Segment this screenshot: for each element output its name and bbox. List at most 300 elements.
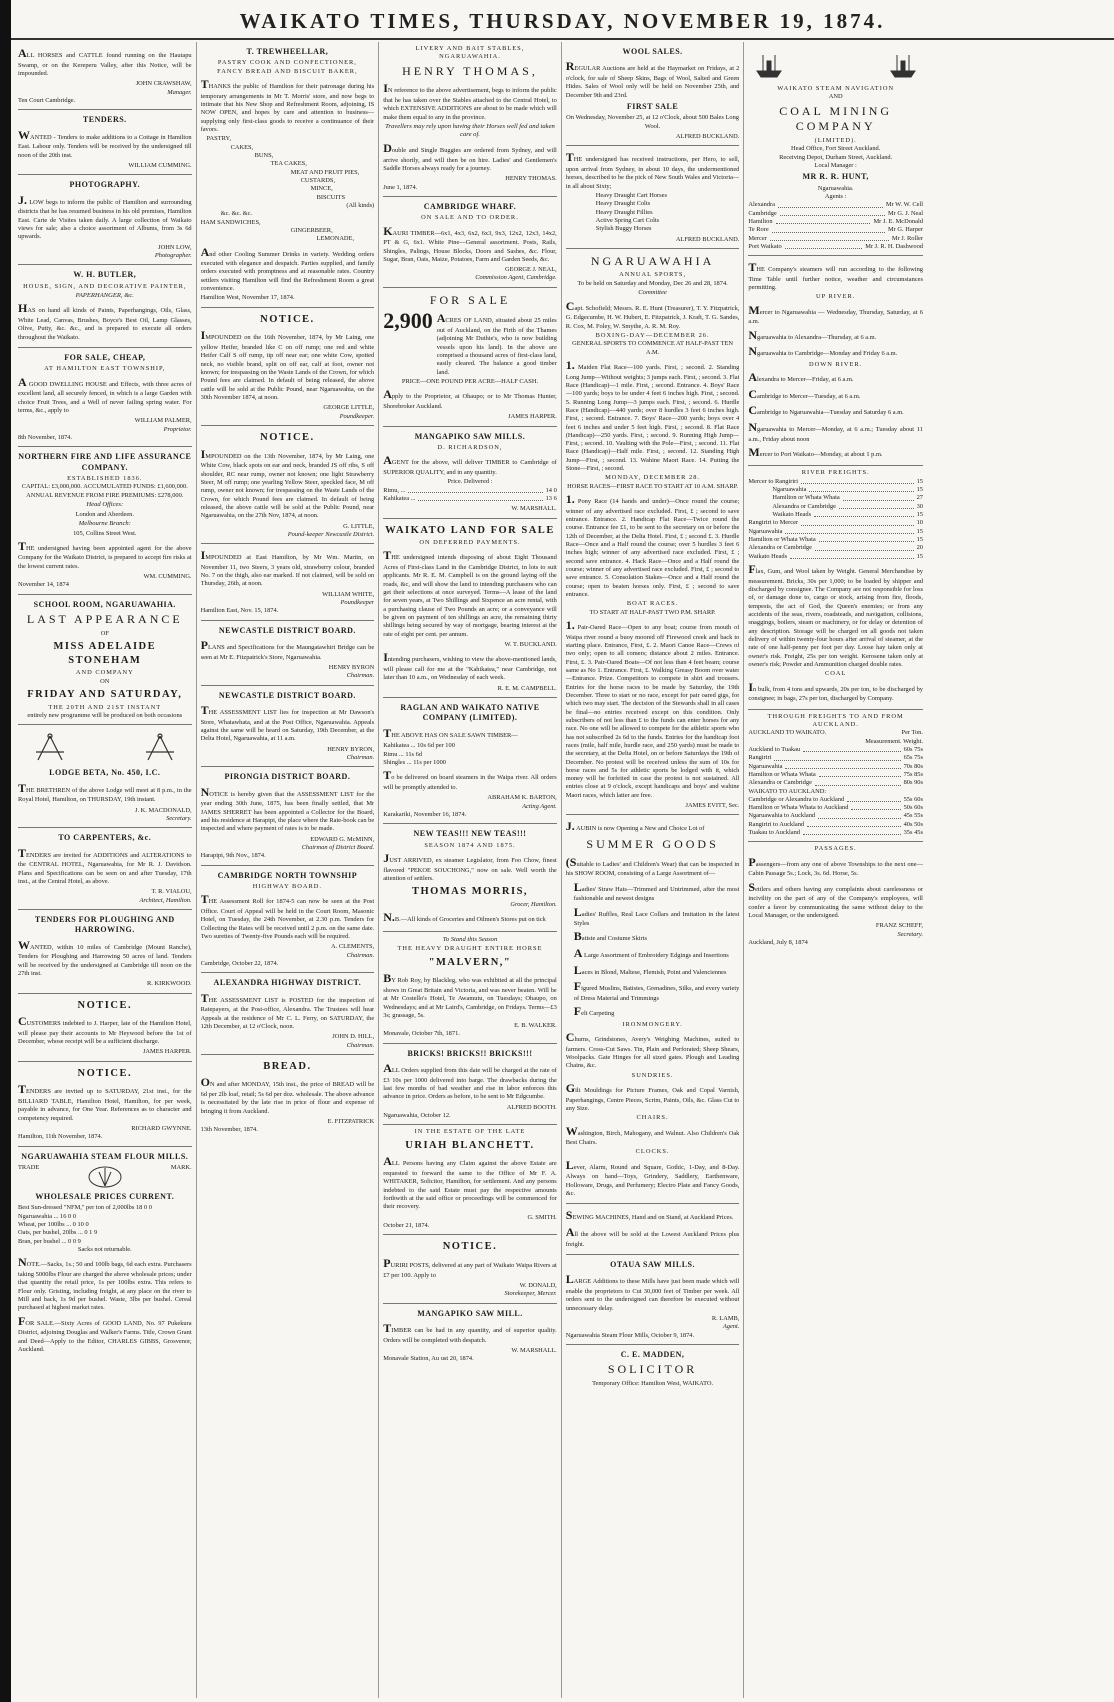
ad-land-for-sale <box>383 288 557 427</box>
route: Alexandra or Cambridge <box>748 779 812 787</box>
freight-row <box>748 478 923 486</box>
date: Cambridge, October 22, 1874. <box>200 959 279 967</box>
signature-title: Manager. <box>167 88 192 96</box>
date: Auckland, July 8, 1874 <box>748 938 808 946</box>
ad-butler <box>18 265 192 348</box>
menu-item: HAM SANDWICHES, <box>200 218 261 226</box>
ad-heading: SUMMER GOODS <box>586 837 719 852</box>
ad-through-freights <box>748 710 923 843</box>
ad-text: THANKS the public of Hamilton for their patronage during his temporary arrangements in Mr T. Morris' store, and now begs to intimate that his New Shop and Refreshment Room, adjoining, IS NOW OPEN, and hopes by care and attention to business—supplying only first-class goods to receive a continuance of their favors. <box>200 77 375 133</box>
ad-connector: ON <box>100 677 110 685</box>
ad-text: IMPOUNDED at East Hamilton, by Mr Wm. Martin, on November 11, two Steers, 3 years old, strawberry colour, branded No. 7 on the thigh, also ear marked. If not claimed, will be sold on Thursday, 26th, at noon. <box>200 548 375 588</box>
goods-item: Ladies' Ruffles, Real Lace Collars and Imitation in the latest Styles <box>573 904 740 928</box>
price-row: Rimu ... 11s 6d <box>383 750 423 758</box>
route: Waikato Heads <box>772 511 812 519</box>
agent-name: Mr J. Roller <box>891 234 923 242</box>
steamship-icon <box>748 48 923 82</box>
ad-subheading: PAPERHANGER, &c. <box>75 291 134 299</box>
price-label: Price. Delivered : <box>447 478 493 486</box>
date: 13th November, 1874. <box>200 1126 258 1134</box>
ad-text: Intending purchasers, wishing to view the above-mentioned lands, will please call for me at the "Kahikatea," near Cambridge, not later than 10 a.m., on Wednesday of each week. <box>383 650 557 682</box>
table-row <box>748 779 923 787</box>
measurement: 35s <box>903 829 913 837</box>
ad-heading: FOR SALE, CHEAP, <box>64 353 146 363</box>
ad-northern-fire <box>18 447 192 594</box>
ad-heading: ALEXANDRA HIGHWAY DISTRICT. <box>213 978 362 988</box>
ad-wool-sales <box>566 42 740 146</box>
ad-text: entirely new programme will be produced on both occasions <box>27 711 183 719</box>
section-heading: CHAIRS. <box>636 1114 669 1122</box>
ad-text: Temporary Office: Hamilton West, WAIKATO. <box>592 1379 714 1387</box>
signature: R. KIRKWOOD. <box>147 980 192 988</box>
signature-title: Storekeeper, Mercer. <box>504 1290 557 1298</box>
branch-label: Melbourne Branch: <box>78 519 131 527</box>
measurement: 70s <box>903 762 913 770</box>
ad-heading: C. E. MADDEN, <box>620 1349 685 1359</box>
ad-subheading: HIGHWAY BOARD. <box>252 882 323 890</box>
ad-subheading: FIRST SALE <box>626 101 679 111</box>
ad-subheading: NGARUAWAHIA. <box>439 53 501 61</box>
signature: JAMES HARPER. <box>508 413 557 421</box>
ad-madden-solicitor <box>566 1345 740 1392</box>
route: Rangiriri to Mercer <box>748 519 799 527</box>
ad-text: NOTICE is hereby given that the ASSESSMENT LIST for the year ending 30th June, 1875, has been finally settled, that Mr JAMES SHERRET has been appointed a Collector for the Board, and his residence at Harapipi, the place where the Rate-book can be inspected and where payment of rates is to be made. <box>200 784 375 833</box>
rate: 15 <box>916 527 923 535</box>
ad-text: FOR SALE.—Sixty Acres of GOOD LAND, No. 97 Pukekura District, adjoining Douglas and Walker's Farms. Title, Crown Grant and Deed—Apply to the Editor, CHARLES GIBBS, Grosvenor, Auckland. <box>18 1313 192 1353</box>
weight: 45s <box>914 829 923 837</box>
rate: 27 <box>916 494 923 502</box>
ad-heading: NORTHERN FIRE AND LIFE ASSURANCE COMPANY. <box>18 452 192 472</box>
rate: 15 <box>916 477 923 485</box>
signature-title: Chairman of District Board. <box>301 843 375 851</box>
agent-town: Hamilton <box>748 217 773 225</box>
price-row <box>383 487 557 495</box>
ad-text: LARGE Additions to these Mills have just been made which will enable the proprietors to Cut 30,000 feet of Timber per week. All orders sent to the undersigned can therefore be executed without unnecessary delay. <box>565 1272 740 1312</box>
signature: ALFRED BOOTH. <box>506 1103 557 1111</box>
freight-row <box>748 536 923 544</box>
ad-heading: NEWCASTLE DISTRICT BOARD. <box>218 625 356 635</box>
acreage: 2,900 <box>383 308 433 334</box>
menu-item: &c. &c. &c. <box>220 210 253 218</box>
ad-text: N.B.—All kinds of Groceries and Oilmen's Stores put on tick <box>383 910 546 925</box>
land-block <box>383 310 557 378</box>
ad-subheading: SOLICITOR <box>607 1362 698 1377</box>
ad-notice-billiard <box>18 1062 192 1147</box>
ad-text: Flax, Gum, and Wool taken by Weight. General Merchandise by measurement. Bricks, 30s per 1,000; to be loaded by shipper and discharged by consignee. The Company are not responsible for loss of, or damage done to, cargo or stock, arising from fire, floods, tempests, the act of God, the Queen's enemies; or from any accidents of the seas, rivers, roadsteads, and navigation, collisions, snaggings, boilers, steam or machinery, or for delay or detention of any description. Storage will be charged on all goods not taken delivery of within twenty-four hours after arrival of steamer, at the rate of one half-penny per foot per day. Loose hay taken only at owner's risk. Freight, 25s per ton weight. Kerosene taken only at owner's risk; Powder and Ammunition charged double rates. <box>748 562 923 668</box>
menu-item: BUNS, <box>254 151 274 159</box>
signature: G. LITTLE, <box>343 522 375 530</box>
menu-item: BISCUITS <box>316 193 346 201</box>
ad-heading: NOTICE. <box>260 431 315 443</box>
ad-heading: FOR SALE <box>429 292 511 307</box>
route: Hamilton or Whata Whata to Auckland <box>748 804 849 812</box>
horse-item: Heavy Draught Colts <box>595 200 651 208</box>
mark-label: MARK. <box>170 1164 192 1172</box>
signature-title: Commission Agent, Cambridge. <box>475 274 557 282</box>
schedule-row: Cambridge to Mercer—Tuesday, at 6 a.m. <box>748 386 861 401</box>
column-5 <box>744 42 927 1698</box>
agent-row <box>748 210 923 218</box>
performer-name: MISS ADELAIDE STONEHAM <box>53 641 157 666</box>
signature-title: Poundkeeper. <box>339 412 375 420</box>
ad-text: PURIRI POSTS, delivered at any part of Waikato Waipa Rivers at £7 per 100. Apply to <box>383 1255 557 1279</box>
route: Ngaruawahia <box>748 527 783 535</box>
ad-heading: PHOTOGRAPHY. <box>69 180 141 190</box>
page-spine-shadow <box>0 0 11 1702</box>
date: Hamilton East, Nov. 15, 1874. <box>200 607 279 615</box>
weight: 80s <box>914 762 923 770</box>
menu-item: MINCE, <box>310 185 333 193</box>
table-row <box>748 804 923 812</box>
agents-label: Agents : <box>824 192 847 200</box>
signature-title: Poundkeeper <box>340 599 375 607</box>
ad-new-teas <box>383 824 557 932</box>
ad-subheading: PASTRY COOK AND CONFECTIONER, <box>217 59 357 67</box>
route: Cambridge or Alexandra to Auckland <box>748 795 845 803</box>
performance-days: FRIDAY AND SATURDAY, <box>27 689 183 700</box>
weight: 60s <box>914 804 923 812</box>
ad-puriri-posts <box>383 1235 557 1303</box>
start-time: GENERAL SPORTS TO COMMENCE AT HALF-PAST TEN A.M. <box>572 340 733 356</box>
signature: ALFRED BUCKLAND. <box>675 133 740 141</box>
date: Hamilton West, November 17, 1874. <box>200 294 295 302</box>
ad-text: THE undersigned intends disposing of about Eight Thousand Acres of First-class Land in the Cambridge District, in lots to suit applicants. Mr R. E. M. Campbell is on the ground laying off the roads, &c, and will show the land to intending purchasers who can get their selections at once surveyed. Terms—A lease of the land for seven years, at Two Shillings and Sixpence an acre rental, with a purchasing clause of Two Pounds an acre; or a conveyance will be given on payment of ten shillings an acre, the remaining thirty shillings being secured by way of mortgage, bearing interest at the rate of eight per cent. per annum. <box>383 548 557 638</box>
schedule-row: Ngaruawahia to Cambridge—Monday and Friday 6 a.m. <box>748 344 898 359</box>
date: June 1, 1874. <box>383 183 418 191</box>
signature: E. FITZPATRICK <box>327 1118 375 1126</box>
ad-to-carpenters <box>18 828 192 910</box>
ad-notice-harper <box>18 994 192 1062</box>
ad-horses-sydney <box>566 146 740 249</box>
freight-row <box>748 519 923 527</box>
route: Alexandra or Cambridge <box>748 544 812 552</box>
capital-line: CAPITAL: £3,000,000. ACCUMULATED FUNDS: £1,600,000. <box>21 483 188 491</box>
ad-text: Passengers—from any one of above Townships to the next one—Cabin Passage 5s.; Lock, 3s. 6d. Horse, 5s. <box>748 854 923 878</box>
goods-item: Batiste and Costume Skirts <box>573 929 647 944</box>
events-list: 1. Maiden Flat Race—100 yards. First, ; second. 2. Standing Long Jump—Without weights; 3 jumps each. First, ; second. 3. Flat Race (Handicap)—1 mile. First, ; second. Entrance. 4. Boys' Race—100 yards; boys to be under 4 feet 6 inches high. First, ; second. 5. Running Long Jump—3 jumps each. First, ; second. 6. Hurdle Race (Handicap)—440 yards; over 8 hurdles 3 feet 6 inches high. First, ; second. Entrance. 7. Boys' Race—200 yards; boys over 4 feet 6 inches and under 5 feet high. First, ; second. 8. Flat Race (Handicap)—250 yards. First, ; second. 9. Running High Jump—First, ; second. 10. Vaulting with the Pole—First, ; second. 11. Flat Race (Handicap)—Half mile. First, ; second. 12. Standing High Jump—First, ; second. 13. Wahine Maori Race. 14. Putting the Stone—First, ; second. <box>565 357 740 473</box>
signature-title: Architect, Hamilton. <box>139 896 192 904</box>
ad-text: THE Assessment Roll for 1874-5 can now be seen at the Post Office. Court of Appeal will be held in the Court Room, Masonic Hotel, on Tuesday, the 24th November, at 2.30 p.m. Tenders for Collecting the Rates will be received until 2 p.m. on the same date. Two sureties of Twenty-five Pounds each will be required. <box>200 892 375 940</box>
ad-text: Lever, Alarm, Round and Square, Gothic, 1-Day, and 8-Day. Always on hand—Toys, Grindery, Saddlery, Earthenware, Holloware, Drugs, and Perfumery; Electro Plate and Fancy Goods, &c. <box>565 1157 740 1198</box>
ad-heading: CAMBRIDGE NORTH TOWNSHIP <box>217 870 358 880</box>
ad-text: WANTED, within 10 miles of Cambridge (Mount Ranche), Tenders for Ploughing and Harrowing 50 acres of land. Tenders will be received by the undersigned at Cambridge till noon on the 27th inst. <box>18 937 192 977</box>
ad-text: IN reference to the above advertisement, begs to inform the public that he has taken over the Stables attached to the Central Hotel, to which EXTENSIVE ADDITIONS are about to be made which will make them equal to any in the province. <box>383 81 557 121</box>
ad-livery-stables <box>383 42 557 197</box>
measurement: 45s <box>903 812 913 820</box>
ad-text: Double and Single Buggies are ordered from Sydney, and will arrive shortly, and will then be on hire. Ladies' and Gentlemen's Saddle Horses always ready for a journey. <box>383 140 557 172</box>
columns <box>14 42 1110 1698</box>
route: Waikato Heads <box>748 552 788 560</box>
ad-text: Gilt Mouldings for Picture Frames, Oak and Copal Varnish, Paperhangings, Centre Pieces, Scrim, Paints, Oils, &c. Glass Cut to any Size. <box>565 1080 740 1112</box>
freight-row <box>748 511 923 519</box>
ad-mangapiko-saw-mills <box>383 427 557 519</box>
table-row <box>748 812 923 820</box>
ad-text: THE ASSESSMENT LIST is POSTED for the inspection of Ratepayers, at the Post-office, Alexandra. The Trustees will hear Appeals at the residence of Mr C. L. Ferry, on SATURDAY, the 12th December, at 12 o'Clock, noon. <box>200 990 375 1030</box>
ad-text: NOTE.—Sacks, 1s.; 50 and 100lb bags, 6d each extra. Purchasers taking 5000lbs Flour are charged the above wholesale prices; under that quantity the retail price, 1s per 100lbs extra. This refers to Flour only. Gristing, including freight, at any place on the river to Mill and back, 1s 9d per bushel. Waste, 3lbs per bushel. Cereal purchased at highest market rates. <box>18 1255 192 1312</box>
offices-value: London and Aberdeen. <box>75 510 134 518</box>
goods-item: Ladies' Straw Hats—Trimmed and Untrimmed, after the most fashionable and newest designs <box>573 879 740 903</box>
ad-heading: NGARUAWAHIA <box>590 253 715 268</box>
price-row: Best Sun-dressed "NFM," per ton of 2,000lbs 18 0 0 <box>18 1204 152 1212</box>
ad-heading: T. TREWHEELLAR, <box>246 47 329 56</box>
ad-heading: RAGLAN AND WAIKATO NATIVE COMPANY (LIMITED). <box>400 702 540 723</box>
ad-impounded-east-hamilton <box>201 544 375 621</box>
ad-for-sale-cheap <box>18 348 192 447</box>
ad-newcastle-board-2 <box>201 686 375 768</box>
menu-item: GINGERBEER, <box>290 226 333 234</box>
signature: JAMES HARPER. <box>142 1048 192 1056</box>
receiving-depot: Receiving Depot, Durham Street, Auckland. <box>779 153 893 161</box>
agent-name: Mr J. E. McDonald <box>873 217 923 225</box>
menu-item: TEA CAKES, <box>270 160 307 168</box>
column-header: Measurement. Weight. <box>865 737 923 745</box>
ad-text: J. LOW begs to inform the public of Hamilton and surrounding districts that he has resumed business in his old premises, Hamilton East. Carte de Visites taken daily. A large collection of Waikato views for sale; also a choice assortment of Albums, from 3s 6d upwards. <box>18 192 192 241</box>
ad-heading: NOTICE. <box>442 1241 498 1253</box>
ad-bread <box>201 1055 375 1139</box>
horse-item: Stylish Buggy Horses <box>595 225 652 233</box>
section-heading: COAL <box>824 670 847 678</box>
table-row <box>748 796 923 804</box>
schedule-row: Alexandra to Mercer—Friday, at 6 a.m. <box>748 370 854 385</box>
boats-list: 1. Pair-Oared Race—Open to any boat; course from mouth of Waipa river round a buoy moored off Firewood creek and back to starting place. Entrance, First, £. 2. Maori Canoe Race—Crews of two only; open to all comers; distance about 2 miles. Entrance. First, £. 3. Pair-Oared Boats—Of not less than 4 feet beam; course same as No 1. Entrance. First, £. Walking Greasy Boom over water—Entrance. Prize. Competitors to compete in shirt and trousers. Entries for the horse races to be made by Saturday, the 19th December. Three to start or no race, except for pair oared gigs, for which two may start. The decision of the Stewards shall in all cases be final—no entries received except on this condition. Only subscribers of not less than £ to the funds can enter horses for any race. No one will be allowed to compete for the athletic sports who has not subscribed 2s 6d to the funds. Entries for the handicap foot races (mile, half mile, hurdle race, and 250 yards) must be made to the secretary, at the Delta Hotel, on or before Saturdays the 19th of December. No protest will be received unless the sum of 10s for horse races and 5s for athletic sports be lodged with it, which money will be forfeited in case the protest is not sustained. All entries close at 9 o'clock, except handicaps and boys' and wahine Maori races, which latter are free. <box>565 617 740 799</box>
freight-row <box>748 528 923 536</box>
ad-heading: NGARUAWAHIA STEAM FLOUR MILLS. <box>21 1151 189 1161</box>
ad-italic: Travellers may rely upon having their Horses well fed and taken care of. <box>385 122 555 139</box>
ad-cambridge-wharf <box>383 197 557 288</box>
column-1 <box>14 42 197 1698</box>
committee-label: Committee <box>638 289 667 297</box>
signature: WILLIAM CUMMING. <box>128 161 192 169</box>
route: Alexandra or Cambridge <box>772 502 836 510</box>
signature: HENRY THOMAS. <box>505 175 557 183</box>
weight: 55s <box>914 812 923 820</box>
ad-raglan-company <box>383 698 557 824</box>
ad-heading: COAL MINING COMPANY <box>779 103 893 134</box>
horse-item: Active Spring Cart Colts <box>595 216 660 224</box>
performance-dates: THE 20TH AND 21ST INSTANT <box>48 703 162 711</box>
ad-cambridge-north <box>201 866 375 974</box>
schedule-row: Cambridge to Ngaruawahia—Tuesday and Saturday 6 a.m. <box>748 403 904 418</box>
ad-heading: NEW TEAS!!! NEW TEAS!!! <box>413 829 527 839</box>
date: November 14, 1874 <box>18 581 69 589</box>
offices-label: Head Offices: <box>86 501 124 509</box>
rate: 15 <box>916 536 923 544</box>
ad-text: J. AUBIN is now Opening a New and Choice Lot of <box>565 819 705 834</box>
column-4 <box>562 42 745 1698</box>
ad-text: IMPOUNDED on the 13th November, 1874, by Mr Laing, one White Cow, black spots on ear and neck, branded JS off ribs, S off shoulder, RC near rump, owner not known; one light Strawberry Steer, M off rump; one yearling Yellow Steer, speckled face, M off rump, owner not known; for trespassing on the Waste Lands of the Crown, for which Pound fees are claimed. In default of being released, the above cattle will be sold at the Public Pound, near Ngaruawahia, on the 27th Nov, 1874, at noon. <box>200 446 375 520</box>
date: Monavale, October 7th, 1871. <box>383 1030 460 1038</box>
schedule-row: Mercer to Port Waikato—Monday, at about 1 p.m. <box>748 444 883 459</box>
ad-heading: OTAUA SAW MILLS. <box>610 1259 695 1269</box>
route: Tuakau to Auckland <box>748 829 800 837</box>
signature-title: Chairman. <box>346 753 375 761</box>
start-time: HORSE RACES—FIRST RACE TO START AT 10 A.M. SHARP. <box>567 482 739 490</box>
ad-subheading: HOUSE, SIGN, AND DECORATIVE PAINTER, <box>23 282 187 290</box>
weight: 90s <box>914 779 923 787</box>
ad-subheading: AT HAMILTON EAST TOWNSHIP, <box>44 365 166 373</box>
agent-town: Alexandra <box>748 201 775 209</box>
ad-subheading: LIVERY AND BAIT STABLES, <box>415 45 525 52</box>
horse-item: Heavy Draught Fillies <box>595 208 653 216</box>
ad-text: Capt. Schofield; Messrs. R. E. Hunt (Treasurer), T. Y. Fitzpatrick, G. Edgecumbe, H. W. Hubert, E. Fitzpatrick, J. Kraft, T. G. Sandes, R. Cox, M. Foley, W. Smythe, A. R. M. Roy. <box>565 298 740 330</box>
ad-subheading: ESTABLISHED 1836. <box>67 475 143 483</box>
signature-title: Pound-keeper Newcastle District. <box>287 530 375 538</box>
route: Rangiriri to Auckland <box>748 820 805 828</box>
day-heading: BOXING-DAY—DECEMBER 26. <box>595 331 710 339</box>
ad-subheading: D. RICHARDSON, <box>437 443 503 451</box>
menu-item: (All kinds) <box>346 201 375 209</box>
table-row <box>748 754 923 762</box>
date: October 21, 1874. <box>383 1221 430 1229</box>
ad-subheading: SEASON 1874 AND 1875. <box>424 841 516 849</box>
freight-row <box>748 494 923 502</box>
ad-river-freights <box>748 466 923 709</box>
ad-subheading: ANNUAL SPORTS, <box>619 271 687 279</box>
date: 8th November, 1874. <box>18 433 73 441</box>
route: Hamilton or Whata Whata <box>772 494 840 502</box>
ad-text: THE undersigned has received instructions, per Hero, to sell, upon arrival from Sydney, in about 10 days, the undermentioned horses, described to be the pick of New South Wales and Victoria—in all about Sixty; <box>565 150 740 190</box>
section-heading: DOWN RIVER. <box>809 360 863 368</box>
ad-text: To be held on Saturday and Monday, Dec 26 and 28, 1874. <box>577 279 728 287</box>
ad-subheading: WHOLESALE PRICES CURRENT. <box>35 1192 175 1202</box>
ad-mangapiko-saw-mill <box>383 1304 557 1368</box>
date: Monavale Station, Au ust 20, 1874. <box>383 1355 474 1363</box>
price-row: Shingles ... 11s per 1000 <box>383 758 446 766</box>
ad-connector: OF <box>100 629 109 637</box>
signature: JAMES EVITT, Sec. <box>685 802 740 810</box>
ad-steam-navigation <box>748 42 923 256</box>
freight-row <box>748 553 923 561</box>
ad-subheading: IN THE ESTATE OF THE LATE <box>414 1128 526 1136</box>
ad-heading: CAMBRIDGE WHARF. <box>423 201 517 211</box>
agent-row <box>748 243 923 251</box>
signature: HENRY BYRON, <box>327 745 375 753</box>
goods-item: Laces in Blond, Maltese, Flemish, Point and Valenciennes <box>573 962 727 977</box>
ad-subheading: (LIMITED). <box>814 136 857 144</box>
price-row <box>383 495 557 503</box>
ad-text: THE Company's steamers will run according to the following Time Table until further notice, weather and circumstances permitting. <box>748 260 923 292</box>
agent-name: Mr W. W. Cell <box>885 201 923 209</box>
signature: E. B. WALKER. <box>514 1022 557 1030</box>
price-row: Kahikatea ... 10s 6d per 100 <box>383 742 455 750</box>
column-header: AUCKLAND TO WAIKATO. <box>748 729 827 737</box>
column-header: Per Ton. <box>901 729 923 737</box>
weight: 75s <box>914 754 923 762</box>
route: Mercer to Rangiriri <box>748 477 799 485</box>
ad-text: ACRES OF LAND, situated about 25 miles out of Auckland, on the Firth of the Thames (adjoining Mr Duthie's, who is now building vessels upon his land). In the above are comprised a thousand acres of first-class land, easily cleared. The balance a good timber land. <box>436 311 557 376</box>
ad-heading: W. H. BUTLER, <box>73 270 137 280</box>
menu-item: CAKES, <box>230 143 254 151</box>
ad-text: CUSTOMERS indebted to J. Harper, late of the Hamilton Hotel, will please pay their accounts to Mr Heywood before the 1st of December, whose receipt will be a sufficient discharge. <box>18 1014 192 1046</box>
ad-heading: NOTICE. <box>77 999 133 1011</box>
route: Rangiriri <box>748 754 772 762</box>
section-heading: WAIKATO TO AUCKLAND: <box>748 787 827 795</box>
signature: T. R. VIALOU, <box>151 888 192 896</box>
route: Hamilton or Whata Whata <box>748 770 816 778</box>
horse-item: Heavy Draught Cart Horses <box>595 191 667 199</box>
signature: W. T. BUCKLAND. <box>504 641 557 649</box>
measurement: 50s <box>903 804 913 812</box>
ad-text: Apply to the Proprietor, at Ohaupo; or to Mr Thomas Hunter, Shorebroker Auckland. <box>383 387 557 410</box>
agent-name: Mr G. J. Neal <box>888 209 923 217</box>
column-3 <box>379 42 562 1698</box>
ad-heading: WAIKATO STEAM NAVIGATION <box>777 85 895 92</box>
masthead <box>11 8 1114 40</box>
ad-text: (Suitable to Ladies' and Children's Wear) that can be inspected in his SHOW ROOM, consisting of a Large Assortment of— <box>565 854 740 878</box>
ad-photography <box>18 175 192 265</box>
ad-text: WANTED - Tenders to make additions to a Cottage in Hamilton East. Labour only. Tenders will be received by the undersigned till noon of the 20th inst. <box>18 127 192 159</box>
ad-heading: WOOL SALES. <box>622 47 683 56</box>
measurement: 80s <box>903 779 913 787</box>
agent-town: Te Rore <box>748 226 769 234</box>
ad-heading: PIRONGIA DISTRICT BOARD. <box>224 772 351 782</box>
table-row <box>748 821 923 829</box>
ad-text: BY Rob Roy, by Blackleg, who was exhibited at all the principal shows in Great Britain and Victoria, and was never beaten. Will be at Mr Costello's Hotel, Te Awamutu, on Tuesdays; Ohaupo, on Wednesdays; and at Mr Laird's, Cambridge, on Fridays. Terms—£3 3s; grassage, 5s. <box>383 971 557 1019</box>
goods-item: A Large Assortment of Embroidery Edgings and Insertions <box>573 946 729 961</box>
ad-heading: BRICKS! BRICKS!! BRICKS!!! <box>407 1048 533 1058</box>
signature-title: Chairman. <box>346 672 375 680</box>
ad-ploughing <box>18 910 192 994</box>
ad-waikato-land <box>383 519 557 698</box>
ad-heading: HENRY THOMAS, <box>402 63 538 78</box>
table-row <box>748 771 923 779</box>
ad-heading: TENDERS. <box>82 115 127 125</box>
schedule-row: Ngaruawahia to Mercer—Monday, at 6 a.m.; Tuesday about 11 a.m., Friday about noon <box>748 419 923 443</box>
signature: JOHN CRAWSHAW, <box>135 80 192 88</box>
ad-heading: PASSAGES. <box>814 845 857 853</box>
agent-row <box>748 226 923 234</box>
ad-text: THE BRETHREN of the above Lodge will meet at 8 p.m., in the Royal Hotel, Hamilton, on THURSDAY, 19th instant. <box>18 780 192 804</box>
price-value: 13 6 <box>545 494 557 502</box>
signature: FRANZ SCHEFF, <box>875 922 923 930</box>
signature: W. MARSHALL. <box>511 1346 557 1354</box>
ad-heading: MANGAPIKO SAW MILLS. <box>414 431 526 441</box>
ad-text: REGULAR Auctions are held at the Haymarket on Fridays, at 2 o'clock, for sale of Sheep Skins, Bags of Wool, Salted and Green Hides. Sales of Wool only will be held on November 25th, and December 9th and 23rd. <box>565 59 740 99</box>
menu-item: CUSTARDS, <box>300 176 336 184</box>
weight: 50s <box>914 820 923 828</box>
route: Ngaruawahia <box>772 486 807 494</box>
ad-text: TENDERS are invited up to SATURDAY, 21st inst., for the BILLIARD TABLE, Hamilton Hotel, Hamilton, for per week, payable in advance, for One Year. References as to character and competency required. <box>18 1082 192 1122</box>
ad-text: ON and after MONDAY, 15th inst., the price of BREAD will be 6d per 2lb loaf, retail; 5s 6d per doz. wholesale. The above advance is necessitated by the late rise in price of flour and expense of bringing it from Auckland. <box>200 1075 375 1115</box>
signature-title: Chairman. <box>346 1041 375 1049</box>
table-row <box>748 746 923 754</box>
signature: W. MARSHALL. <box>511 505 557 513</box>
masonic-emblem-icon <box>18 731 192 765</box>
signature: ALFRED BUCKLAND. <box>675 235 740 243</box>
ad-text: HAS on hand all kinds of Paints, Paperhangings, Oils, Glass, White Lead, Canvas, Brushes, Boyce's Best Oil, Lamp Glasses, Olive, Putty, &c. &c., and is prepared to execute all orders throughout the Waikato. <box>18 301 192 341</box>
rate: 10 <box>916 519 923 527</box>
price-row: Wheat, per 100lbs ... 0 10 0 <box>18 1221 89 1229</box>
section-heading: IRONMONGERY. <box>622 1020 683 1028</box>
agent-name: Mr G. Harper <box>888 226 923 234</box>
measurement: 55s <box>903 795 913 803</box>
ad-estate-blanchett <box>383 1125 557 1235</box>
ad-subheading: ON DEFERRED PAYMENTS. <box>419 539 521 547</box>
price-row: Ngaruawahia ... 16 0 0 <box>18 1212 77 1220</box>
ad-time-table <box>748 256 923 466</box>
manager-place: Ngaruawahia. <box>817 184 854 192</box>
rate: 15 <box>916 552 923 560</box>
ad-tenders-cottage <box>18 110 192 175</box>
day-heading: MONDAY, DECEMBER 28. <box>605 474 701 482</box>
start-time: TO START AT HALF-PAST TWO P.M. SHARP. <box>589 608 716 616</box>
signature: A. CLEMENTS, <box>331 943 375 951</box>
section-heading: BOAT RACES. <box>626 600 679 608</box>
ad-subheading: ON SALE AND TO ORDER. <box>421 214 519 222</box>
ad-text: TENDERS are invited for ADDITIONS and ALTERATIONS to the CENTRAL HOTEL, Ngaruawahia, for Mr R. J. Davidson. Plans and Specifications can be seen on and after Tuesday, 17th inst., at the Central Hotel, as above. <box>18 845 192 885</box>
manager-name: MR R. R. HUNT, <box>802 172 869 182</box>
ad-text: KAURI TIMBER—6x1, 4x3, 6x2, 6x3, 9x3, 12x2, 12x3, 14x2, PT & G, 6x1. White Pine—General assortment. Posts, Rails, Shingles, Palings, House Blocks, Doors and Sashes, &c. Flour, Sugar, Bran, Oats, Maize, Potatoes, Farm and Garden Seeds, &c. <box>383 223 557 263</box>
